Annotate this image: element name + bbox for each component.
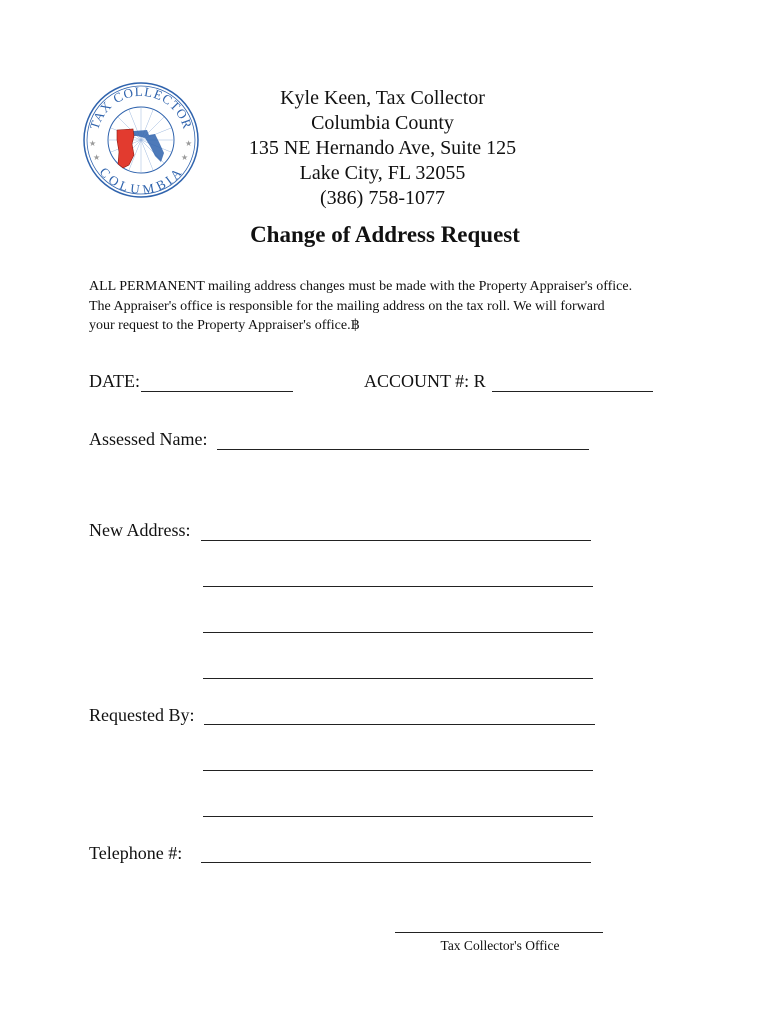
requested-by-line-2[interactable] <box>203 770 593 771</box>
county-name: Columbia County <box>311 112 454 134</box>
signature-label: Tax Collector's Office <box>440 938 560 953</box>
star-icon: ★ <box>185 139 193 148</box>
seal-bottom-text: COLUMBIA <box>96 164 186 197</box>
tax-collector-seal <box>81 80 201 200</box>
requested-by-line-1[interactable] <box>204 724 595 725</box>
date-label: DATE: <box>89 371 140 391</box>
assessed-name-label: Assessed Name: <box>89 429 208 449</box>
signature-line[interactable] <box>395 932 603 933</box>
seal-top-text: TAX COLLECTOR <box>86 83 196 132</box>
new-address-line-3[interactable] <box>203 632 593 633</box>
assessed-name-field[interactable] <box>217 449 589 450</box>
seal-graphic <box>81 80 201 200</box>
telephone-label: Telephone #: <box>89 843 183 863</box>
account-number-field[interactable] <box>492 391 653 392</box>
star-icon: ★ <box>93 153 101 162</box>
intro-paragraph <box>89 277 709 336</box>
new-address-line-4[interactable] <box>203 678 593 679</box>
requested-by-label: Requested By: <box>89 705 195 725</box>
account-label: ACCOUNT #: R <box>364 371 486 391</box>
telephone-field[interactable] <box>201 862 591 863</box>
new-address-line-1[interactable] <box>201 540 591 541</box>
form-title: Change of Address Request <box>250 222 520 247</box>
intro-line-2: The Appraiser's office is responsible for the mailing address on the tax roll. We will forward <box>89 298 605 314</box>
requested-by-line-3[interactable] <box>203 816 593 817</box>
intro-line-1: ALL PERMANENT mailing address changes must be made with the Property Appraiser's office. <box>89 279 633 294</box>
new-address-label: New Address: <box>89 520 191 540</box>
star-icon: ★ <box>181 153 189 162</box>
intro-line-3: your request to the Property Appraiser's office.฿ <box>89 318 360 333</box>
city-state-zip: Lake City, FL 32055 <box>299 162 466 184</box>
street-address: 135 NE Hernando Ave, Suite 125 <box>248 137 517 159</box>
office-address-block <box>230 86 535 211</box>
office-name: Kyle Keen, Tax Collector <box>280 87 485 109</box>
date-field[interactable] <box>141 391 293 392</box>
new-address-line-2[interactable] <box>203 586 593 587</box>
phone-number: (386) 758-1077 <box>320 187 445 209</box>
star-icon: ★ <box>89 139 97 148</box>
